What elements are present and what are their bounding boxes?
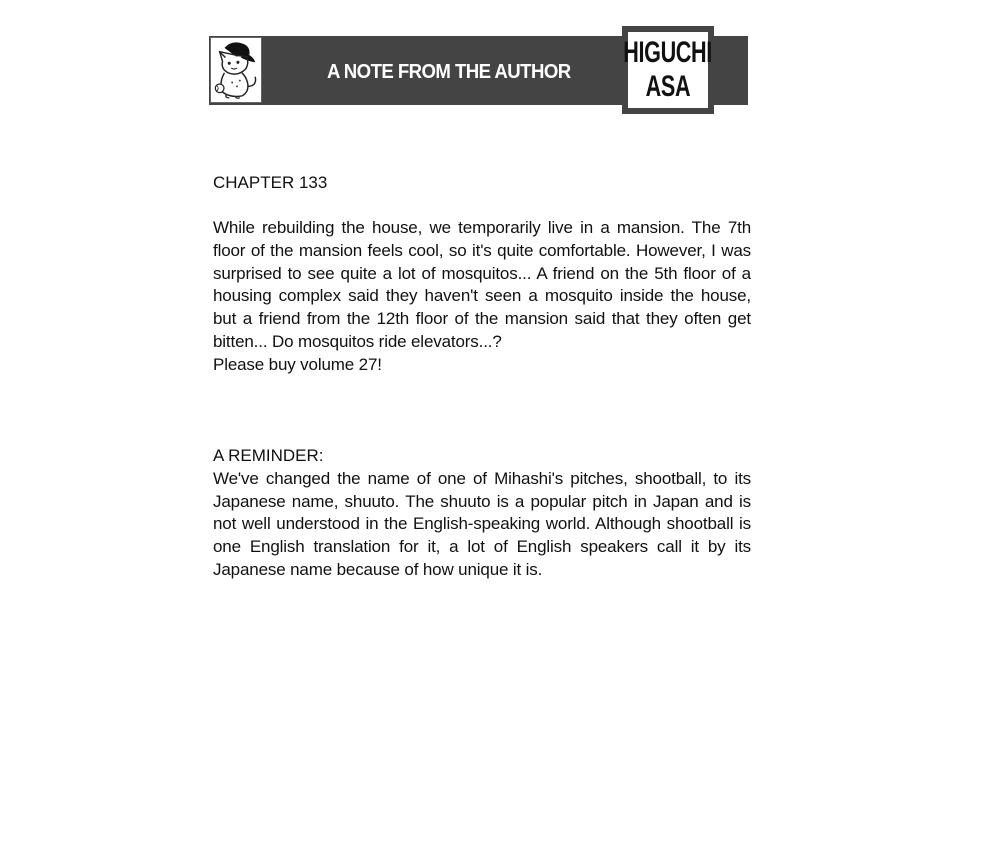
reminder-heading: A REMINDER: — [213, 446, 324, 465]
author-first-line: HIGUCHI — [623, 36, 713, 69]
chapter-heading: CHAPTER 133 — [213, 173, 328, 192]
cat-mascot-icon — [211, 38, 261, 102]
chapter-body — [213, 217, 751, 377]
author-name-box — [622, 26, 714, 114]
banner-title: A NOTE FROM THE AUTHOR — [327, 61, 571, 83]
reminder-paragraph: We've changed the name of one of Mihashi's pitches, shootball, to its Japanese name, shuuto. The shuuto is a popular pitch in Japan and is not well understood in the English-speaking world. Although shootball is one English translation for it, a lot of English speakers call it by its Japanese name because of how unique it is. — [213, 468, 751, 579]
mascot-image — [210, 37, 262, 103]
chapter-closing: Please buy volume 27! — [213, 354, 382, 374]
author-second-line: ASA — [645, 70, 691, 103]
reminder-section — [213, 445, 751, 582]
chapter-section — [213, 172, 751, 195]
author-name-panel — [623, 32, 713, 108]
chapter-paragraph: While rebuilding the house, we temporarily live in a mansion. The 7th floor of the mansion feels cool, so it's quite comfortable. However, I was surprised to see quite a lot of mosquitos... A friend on the 5th floor of a housing complex said they haven't seen a mosquito inside the house, but a friend from the 12th floor of the mansion said that they often get bitten... Do mosquitos ride elevators...? — [213, 218, 751, 351]
